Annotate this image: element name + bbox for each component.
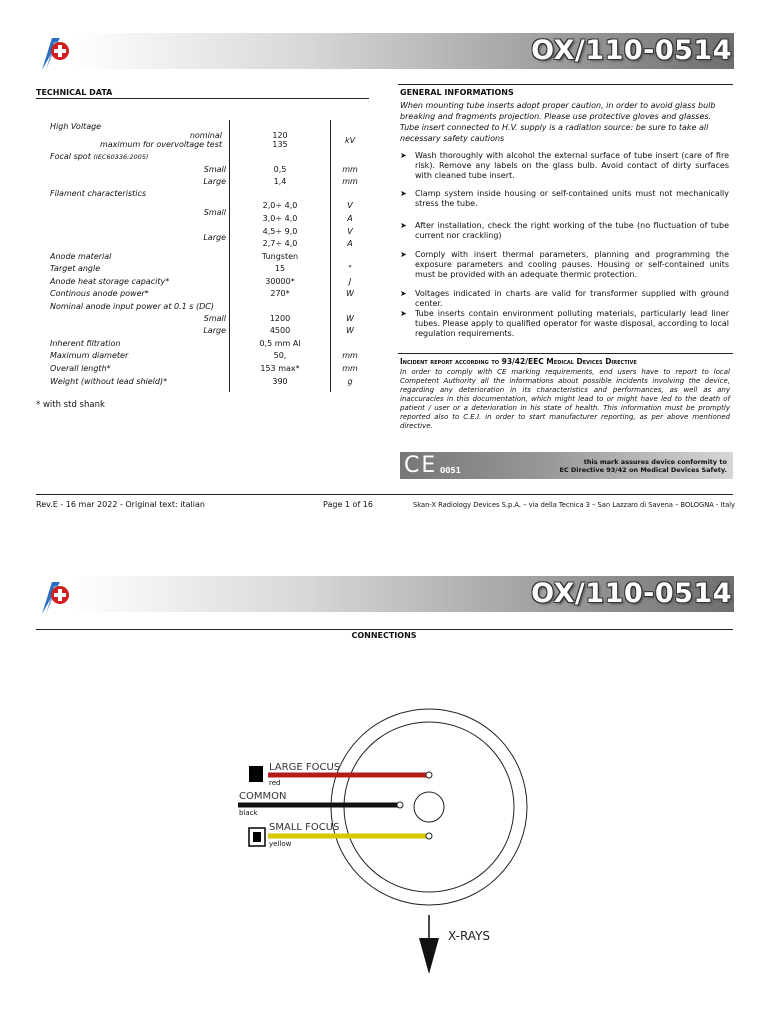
unit-focal-small: mm	[342, 165, 358, 174]
list-item: ➤ After installation, check the right working of the tube (no fluctuation of tube current nor crackling)	[400, 221, 729, 240]
value-filament-small-v: 2,0÷ 4,0	[262, 201, 298, 210]
unit-max-diameter: mm	[342, 351, 358, 360]
document-code: OX/110-0514	[531, 35, 732, 66]
footer-page: Page 1 of 16	[323, 500, 373, 509]
footer-rule	[36, 494, 733, 495]
label-large-focus: LARGE FOCUS	[269, 762, 341, 773]
incident-text: In order to comply with CE marking requirements, end users have to report to local Competent Authority all the informations about possible incidents involving the device, regarding any deterioration in its characteristics and performances, as well as any inaccuracies in this documentation, which might lead to or might have led to the death of patient / user or a deterioration in his state of health. This information must be promptly reported also to C.E.I. in order to start manufacturer reporting, as per above mentioned directive.	[400, 368, 730, 430]
unit-filament-large-v: V	[347, 227, 353, 236]
bullet-arrow-icon: ➤	[400, 189, 407, 198]
label-target-angle: Target angle	[50, 264, 101, 273]
ce-mark-banner	[400, 452, 733, 479]
unit-weight: g	[347, 377, 353, 386]
incident-title: Incident report according to 93/42/EEC Medical Devices Directive	[400, 357, 637, 366]
footer-revision: Rev.E - 16 mar 2022 - Original text: italian	[36, 500, 205, 509]
label-xrays: X-RAYS	[448, 929, 491, 943]
value-filtration: 0,5 mm Al	[259, 339, 301, 348]
value-filament-large-a: 2,7÷ 4,0	[262, 239, 298, 248]
terminal-common	[397, 802, 403, 808]
unit-heat-storage: J	[348, 277, 352, 286]
unit-input-large: W	[346, 326, 354, 335]
label-red: red	[269, 779, 281, 787]
table-divider	[229, 120, 230, 392]
list-item: ➤ Tube inserts contain environment polluting materials, particularly lead liner tubes. Please apply to qualified operator for waste disposal, according to local regulation requirements.	[400, 309, 729, 338]
value-overall-length: 153 max*	[260, 364, 300, 373]
label-common: COMMON	[239, 791, 287, 802]
label-black: black	[239, 809, 258, 817]
technical-footnote: * with std shank	[36, 400, 105, 410]
value-focal-large: 1,4	[273, 177, 287, 186]
incident-rule	[398, 353, 733, 354]
label-yellow: yellow	[269, 840, 292, 848]
label-nominal-input: Nominal anode input power at 0.1 s (DC)	[50, 302, 214, 311]
bullet-arrow-icon: ➤	[400, 221, 407, 230]
technical-data-rule	[36, 98, 369, 99]
unit-filament-large-a: A	[347, 239, 353, 248]
label-focal-large: Large	[203, 177, 226, 186]
list-item: ➤ Comply with insert thermal parameters, planning and programming the exposure parameters and cooling pauses. Housing or self-contained units must be provided with an adequate thermic protection.	[400, 250, 729, 279]
value-anode-material: Tungsten	[261, 252, 299, 261]
label-nominal: nominal	[189, 131, 222, 140]
label-small-focus: SMALL FOCUS	[269, 822, 340, 833]
unit-target-angle: °	[348, 264, 352, 273]
center-circle	[414, 792, 444, 822]
label-anode-material: Anode material	[50, 252, 112, 261]
label-focal-small: Small	[203, 165, 226, 174]
general-info-rule	[398, 84, 733, 85]
value-heat-storage: 30000*	[265, 277, 295, 286]
general-info-title: GENERAL INFORMATIONS	[400, 88, 514, 97]
unit-anode-power: W	[346, 289, 354, 298]
xray-arrow-icon	[419, 938, 439, 974]
footer-company: Skan-X Radiology Devices S.p.A. – via della Tecnica 3 – San Lazzaro di Savena – BOLOGNA - Italy	[413, 501, 735, 509]
bullet-arrow-icon: ➤	[400, 309, 407, 318]
label-filament: Filament characteristics	[50, 189, 147, 198]
value-anode-power: 270*	[270, 289, 290, 298]
value-overvoltage: 135	[272, 140, 288, 149]
ce-logo-icon: CE	[404, 453, 438, 478]
general-info-intro: When mounting tube inserts adopt proper caution, in order to avoid glass bulb breaking and fragments projection. Please use protective gloves and glasses. Tube insert connected to H.V. supply is a radiation source: be sure to take all necessary safety cautions	[400, 101, 716, 143]
document-code: OX/110-0514	[531, 578, 732, 609]
label-max-diameter: Maximum diameter	[50, 351, 129, 360]
unit-filament-small-a: A	[347, 214, 353, 223]
label-weight: Weight (without lead shield)*	[50, 377, 168, 386]
terminal-small	[426, 833, 432, 839]
technical-data-title: TECHNICAL DATA	[36, 88, 113, 97]
value-nominal: 120	[272, 131, 288, 140]
ce-text-line2: EC Directive 93/42 on Medical Devices Safety.	[559, 466, 727, 474]
value-filament-large-v: 4,5÷ 9,0	[262, 227, 298, 236]
bullet-arrow-icon: ➤	[400, 151, 407, 160]
terminal-large	[426, 772, 432, 778]
value-focal-small: 0,5	[273, 165, 287, 174]
unit-overall-length: mm	[342, 364, 358, 373]
value-max-diameter: 50,	[273, 351, 287, 360]
connection-diagram	[0, 640, 768, 1024]
value-input-large: 4500	[269, 326, 291, 335]
value-input-small: 1200	[269, 314, 291, 323]
value-weight: 390	[272, 377, 288, 386]
label-filtration: Inherent filtration	[50, 339, 121, 348]
label-input-large: Large	[203, 326, 226, 335]
ce-notified-body: 0051	[440, 466, 461, 475]
list-item: ➤ Voltages indicated in charts are valid for transformer supplied with ground center.	[400, 289, 729, 308]
unit-focal-large: mm	[342, 177, 358, 186]
bullet-arrow-icon: ➤	[400, 250, 407, 259]
bullet-arrow-icon: ➤	[400, 289, 407, 298]
connections-rule	[36, 629, 733, 630]
connections-title: CONNECTIONS	[351, 631, 417, 640]
label-high-voltage: High Voltage	[50, 122, 102, 131]
large-focus-symbol	[249, 766, 263, 782]
label-filament-small: Small	[203, 208, 226, 217]
value-target-angle: 15	[274, 264, 286, 273]
label-filament-large: Large	[203, 233, 226, 242]
unit-input-small: W	[346, 314, 354, 323]
label-input-small: Small	[203, 314, 226, 323]
label-overall-length: Overall length*	[50, 364, 111, 373]
unit-filament-small-v: V	[347, 201, 353, 210]
label-overvoltage: maximum for overvoltage test	[99, 140, 222, 149]
label-heat-storage: Anode heat storage capacity*	[50, 277, 170, 286]
ce-text-line1: this mark assures device conformity to	[583, 458, 727, 466]
value-filament-small-a: 3,0÷ 4,0	[262, 214, 298, 223]
list-item: ➤ Clamp system inside housing or self-contained units must not mechanically stress the tube.	[400, 189, 729, 208]
unit-kv: kV	[344, 136, 356, 145]
list-item: ➤ Wash thoroughly with alcohol the external surface of tube insert (care of fire risk). Remove any labels on the glass bulb. Avoid contact of dirty surfaces with cleaned tube insert.	[400, 151, 729, 180]
label-anode-power: Continous anode power*	[50, 289, 149, 298]
label-focal-spot: Focal spot (IEC60336:2005)	[50, 152, 149, 161]
